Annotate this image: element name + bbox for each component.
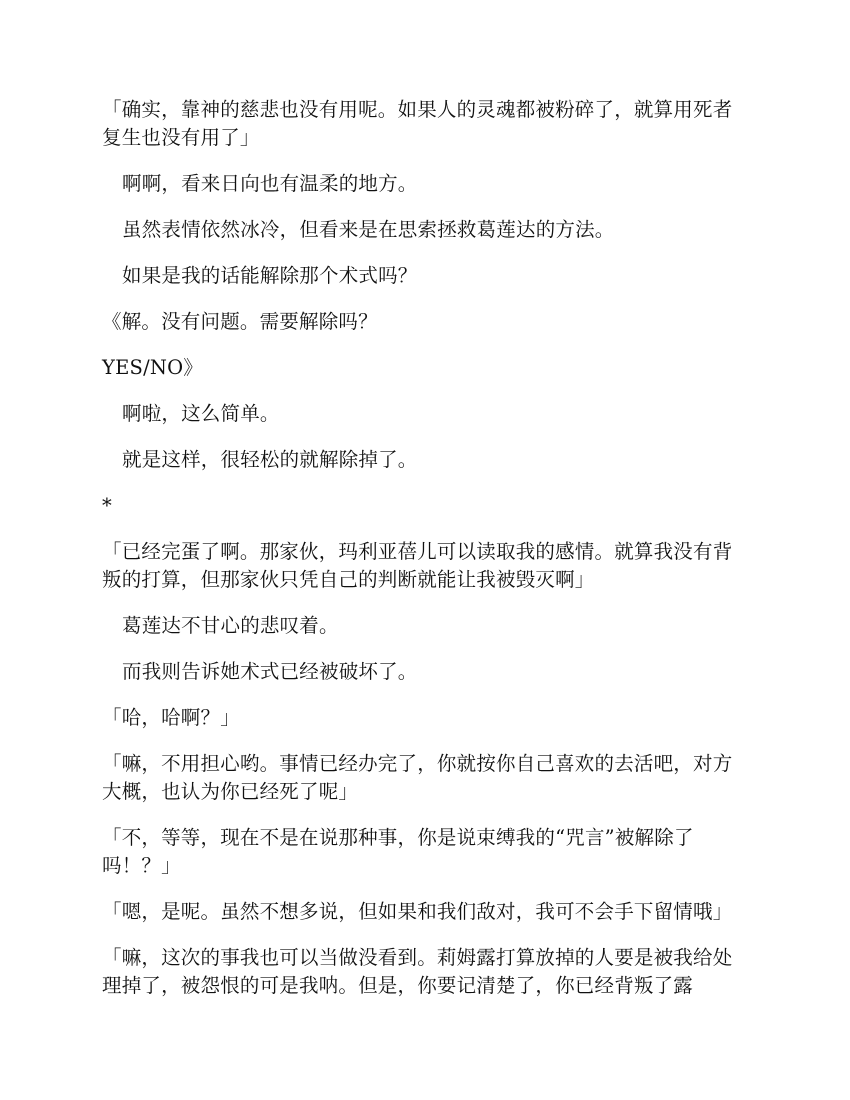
paragraph: 就是这样，很轻松的就解除掉了。 (122, 448, 418, 471)
paragraph: 《解。没有问题。需要解除吗？ (102, 310, 378, 333)
paragraph: 「嘛，不用担心哟。事情已经办完了，你就按你自己喜欢的去活吧，对方大概，也认为你已经死了呢」 (102, 752, 733, 803)
paragraph: 「已经完蛋了啊。那家伙，玛利亚蓓儿可以读取我的感情。就算我没有背叛的打算，但那家伙只凭自己的判断就能让我被毁灭啊」 (102, 540, 733, 591)
paragraph: 「哈，哈啊？」 (102, 706, 240, 729)
paragraph: 而我则告诉她术式已经被破坏了。 (122, 660, 418, 683)
paragraph: 葛莲达不甘心的悲叹着。 (122, 614, 339, 637)
document-page (102, 96, 748, 1018)
paragraph: YES/NO》 (102, 356, 203, 379)
scene-break: * (102, 494, 112, 517)
paragraph: 「确实，靠神的慈悲也没有用呢。如果人的灵魂都被粉碎了，就算用死者复生也没有用了」 (102, 98, 733, 149)
paragraph: 「嗯，是呢。虽然不想多说，但如果和我们敌对，我可不会手下留情哦」 (102, 900, 733, 923)
paragraph: 「不，等等，现在不是在说那种事，你是说束缚我的“咒言”被解除了吗！？」 (102, 826, 694, 877)
paragraph: 虽然表情依然冰冷，但看来是在思索拯救葛莲达的方法。 (122, 218, 615, 241)
paragraph: 如果是我的话能解除那个术式吗？ (122, 264, 418, 287)
paragraph: 啊啊，看来日向也有温柔的地方。 (122, 172, 418, 195)
paragraph: 「嘛，这次的事我也可以当做没看到。莉姆露打算放掉的人要是被我给处理掉了，被怨恨的可是我呐。但是，你要记清楚了，你已经背叛了露 (102, 946, 733, 997)
paragraph: 啊啦，这么简单。 (122, 402, 280, 425)
